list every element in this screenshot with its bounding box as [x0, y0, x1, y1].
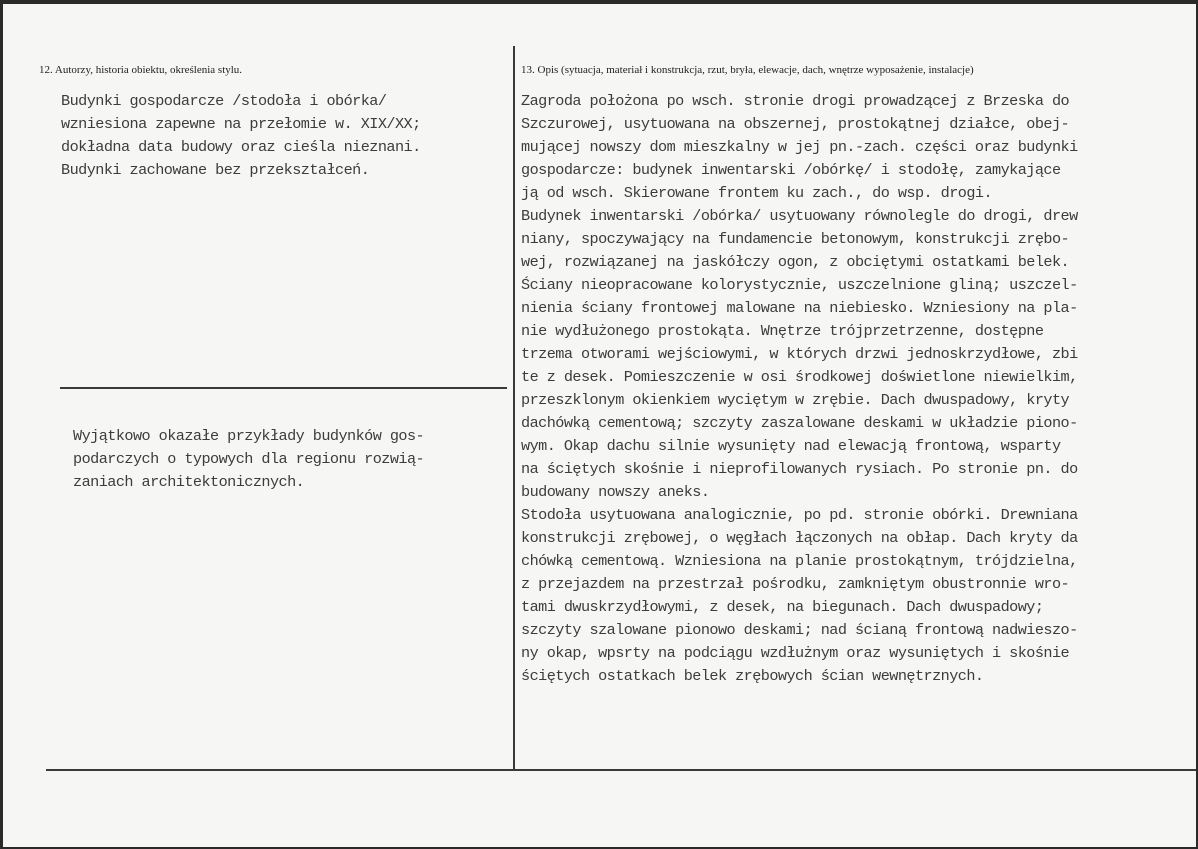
section-12-heading: 12. Autorzy, historia obiektu, określenia stylu. — [39, 64, 243, 76]
description-line: Ściany nieopracowane kolorystycznie, uszczelnione gliną; uszczel- — [521, 276, 1078, 294]
description-line: ny okap, wpsrty na podciągu wzdłużnym oraz wysuniętych i skośnie — [521, 644, 1070, 662]
description-line: ją od wsch. Skierowane frontem ku zach., do wsp. drogi. — [521, 184, 993, 202]
history-text — [61, 90, 421, 182]
description-line: Budynek inwentarski /obórka/ usytuowany równolegle do drogi, drew — [521, 207, 1078, 225]
description-line: dachówką cementową; szczyty zaszalowane deskami w układzie piono- — [521, 414, 1078, 432]
history-line: wzniesiona zapewne na przełomie w. XIX/XX; — [61, 115, 421, 133]
description-line: budowany nowszy aneks. — [521, 483, 710, 501]
description-line: z przejazdem na przestrzał pośrodku, zamkniętym obustronnie wro- — [521, 575, 1070, 593]
description-line: ściętych ostatkach belek zrębowych ścian wewnętrznych. — [521, 667, 984, 685]
history-line: dokładna data budowy oraz cieśla nieznani. — [61, 138, 421, 156]
history-line: Budynki zachowane bez przekształceń. — [61, 161, 370, 179]
section-13-heading: 13. Opis (sytuacja, materiał i konstrukcja, rzut, bryła, elewacje, dach, wnętrze wyposażenie, instalacje) — [521, 64, 974, 76]
description-line: konstrukcji zrębowej, o węgłach łączonych na obłap. Dach kryty da — [521, 529, 1078, 547]
bottom-rule — [46, 769, 1196, 771]
record-card — [3, 4, 1196, 847]
description-line: Stodoła usytuowana analogicznie, po pd. stronie obórki. Drewniana — [521, 506, 1078, 524]
description-line: mującej nowszy dom mieszkalny w jej pn.-zach. części oraz budynki — [521, 138, 1078, 156]
description-line: Szczurowej, usytuowana na obszernej, prostokątnej działce, obej- — [521, 115, 1070, 133]
description-text — [521, 90, 1078, 688]
description-line: przeszklonym okienkiem wyciętym w zrębie. Dach dwuspadowy, kryty — [521, 391, 1070, 409]
description-line: niany, spoczywający na fundamencie betonowym, konstrukcji zrębo- — [521, 230, 1070, 248]
column-divider — [513, 46, 515, 770]
history-line: Budynki gospodarcze /stodoła i obórka/ — [61, 92, 387, 110]
description-line: nienia ściany frontowej malowane na niebiesko. Wzniesiony na pla- — [521, 299, 1078, 317]
description-line: tami dwuskrzydłowymi, z desek, na biegunach. Dach dwuspadowy; — [521, 598, 1044, 616]
description-line: Zagroda położona po wsch. stronie drogi prowadzącej z Brzeska do — [521, 92, 1070, 110]
assessment-text — [73, 425, 424, 494]
assessment-line: Wyjątkowo okazałe przykłady budynków gos- — [73, 427, 425, 445]
assessment-line: zaniach architektonicznych. — [73, 473, 305, 491]
description-line: szczyty szalowane pionowo deskami; nad ścianą frontową nadwieszo- — [521, 621, 1078, 639]
left-section-divider — [60, 387, 507, 389]
description-line: chówką cementową. Wzniesiona na planie prostokątnym, trójdzielna, — [521, 552, 1078, 570]
description-line: nie wydłużonego prostokąta. Wnętrze trójprzetrzenne, dostępne — [521, 322, 1044, 340]
description-line: te z desek. Pomieszczenie w osi środkowej doświetlone niewielkim, — [521, 368, 1078, 386]
description-line: wym. Okap dachu silnie wysunięty nad elewacją frontową, wsparty — [521, 437, 1061, 455]
description-line: trzema otworami wejściowymi, w których drzwi jednoskrzydłowe, zbi — [521, 345, 1078, 363]
description-line: wej, rozwiązanej na jaskółczy ogon, z obciętymi ostatkami belek. — [521, 253, 1070, 271]
assessment-line: podarczych o typowych dla regionu rozwią- — [73, 450, 425, 468]
description-line: gospodarcze: budynek inwentarski /obórkę/ i stodołę, zamykające — [521, 161, 1061, 179]
description-line: na ściętych skośnie i nieprofilowanych rysiach. Po stronie pn. do — [521, 460, 1078, 478]
